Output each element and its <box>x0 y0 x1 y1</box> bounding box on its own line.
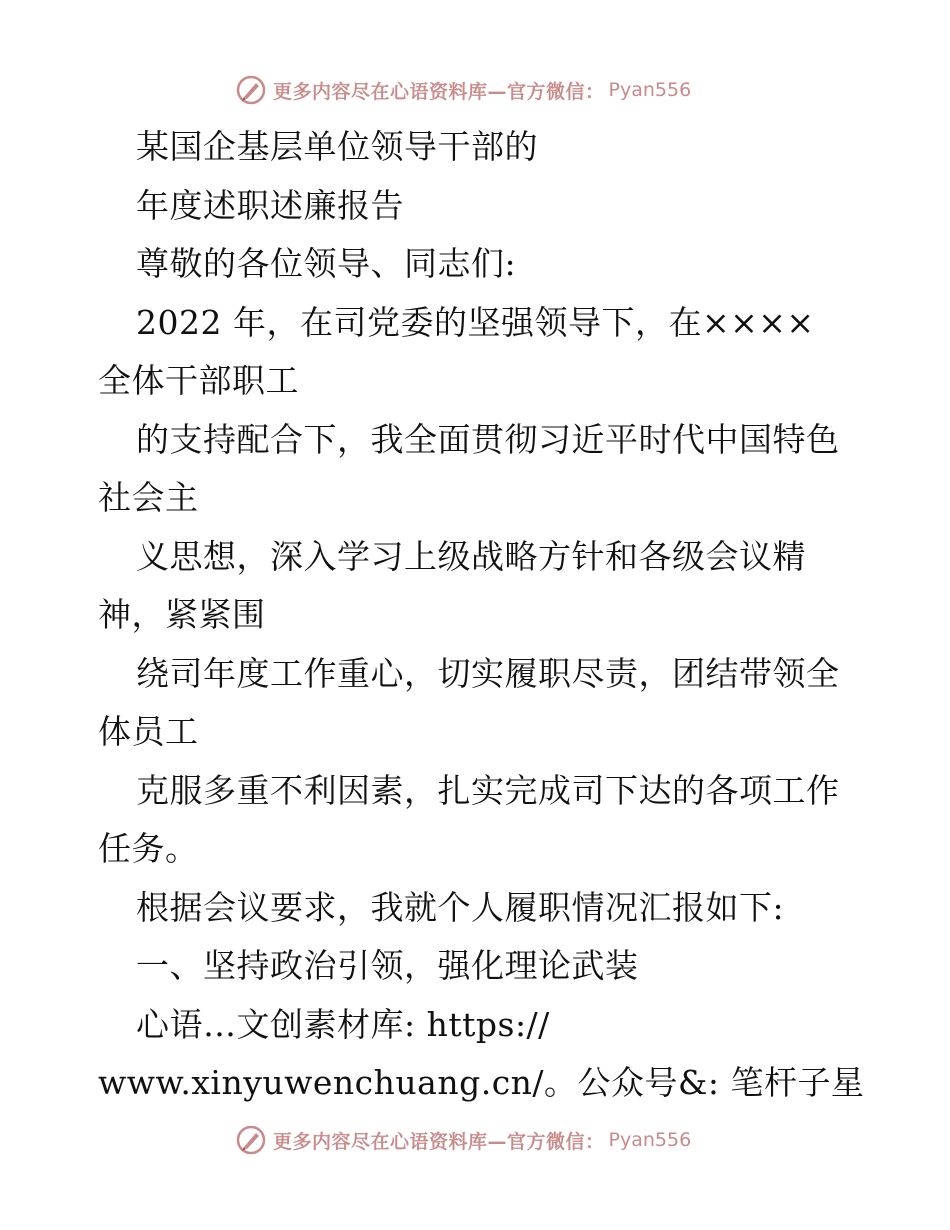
paragraph-line: 义思想，深入学习上级战略方针和各级会议精 <box>136 536 806 576</box>
doc-title-line: 年度述职述廉报告 <box>136 185 404 225</box>
source-url-line: www.xinyuwenchuang.cn/。公众号&: 笔杆子星 <box>98 1063 865 1102</box>
paragraph-line: 的支持配合下，我全面贯彻习近平时代中国特色 <box>136 419 840 459</box>
paragraph-line: 社会主 <box>98 478 199 517</box>
banner-wechat-id: Pyan556 <box>608 79 692 101</box>
document-body <box>98 118 865 1113</box>
paragraph-line: 神，紧紧围 <box>98 595 266 634</box>
paragraph-line: 2022 年，在司党委的坚强领导下，在×××× <box>136 302 815 342</box>
banner-wechat-id: Pyan556 <box>608 1129 692 1151</box>
section-heading-line: 一、坚持政治引领，强化理论武装 <box>136 946 639 985</box>
pen-logo-icon <box>235 74 267 106</box>
paragraph-line: 体员工 <box>98 712 199 751</box>
paragraph-line: 任务。 <box>98 829 199 868</box>
header-watermark-banner <box>235 73 691 107</box>
paragraph-line: 克服多重不利因素，扎实完成司下达的各项工作 <box>136 770 840 810</box>
pen-logo-icon <box>235 1124 267 1156</box>
footer-watermark-banner <box>235 1123 691 1157</box>
paragraph-line: 全体干部职工 <box>98 361 299 400</box>
source-url-line: 心语…文创素材库: https:// <box>136 1004 550 1044</box>
paragraph-line: 绕司年度工作重心，切实履职尽责，团结带领全 <box>136 653 840 693</box>
salutation-line: 尊敬的各位领导、同志们: <box>136 244 517 283</box>
doc-title-line: 某国企基层单位领导干部的 <box>136 127 538 166</box>
banner-text: 更多内容尽在心语资料库—官方微信： <box>273 80 605 103</box>
paragraph-line: 根据会议要求，我就个人履职情况汇报如下: <box>136 887 785 927</box>
banner-text: 更多内容尽在心语资料库—官方微信： <box>273 1130 605 1153</box>
